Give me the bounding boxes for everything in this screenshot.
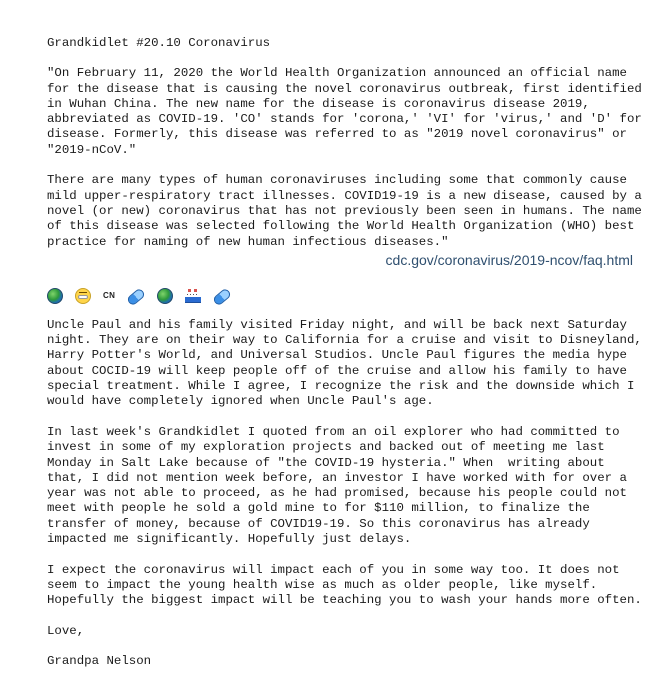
signature: Grandpa Nelson [47, 654, 152, 669]
china-flag-icon: CN [103, 291, 116, 301]
closing: Love, [47, 623, 85, 638]
source-link[interactable]: cdc.gov/coronavirus/2019-ncov/faq.html [385, 251, 633, 268]
emoji-row [47, 287, 647, 305]
cruise-ship-icon [185, 289, 201, 303]
quote-paragraph-2: There are many types of human coronaviruses including some that commonly cause mild upper-respiratory tract illnesses. COVID19-19 is a new disease, caused by a novel (or new) coronavirus that has not previously been seen in humans. The name of this disease was selected following the World Health Organization (WHO) best practice for naming of new human infectious diseases." [47, 173, 650, 249]
body-paragraph-1: Uncle Paul and his family visited Friday night, and will be back next Saturday night. They are on their way to California for a cruise and visit to Disneyland, Harry Potter's World, and Universal Studios. Uncle Paul figures the media hype about COCID-19 will keep people off of the cruise and allow his family to have special treatment. While I agree, I recognize the risk and the downside which I would have completely ignored when Uncle Paul's age. [47, 317, 650, 409]
quote-paragraph-1: "On February 11, 2020 the World Health Organization announced an official name for the disease that is causing the novel coronavirus outbreak, first identified in Wuhan China. The new name for the disease is coronavirus disease 2019, abbreviated as COVID-19. 'CO' stands for 'corona,' 'VI' for 'virus,' and 'D' for disease. Formerly, this disease was referred to as "2019 novel coronavirus" or "2019-nCoV." [47, 66, 650, 157]
pill-icon [126, 287, 146, 306]
globe-icon [47, 288, 63, 304]
mask-face-icon [75, 288, 91, 304]
pill-icon [212, 287, 232, 306]
body-paragraph-3: I expect the coronavirus will impact each of you in some way too. It does not seem to impact the young health wise as much as older people, like myself. Hopefully the biggest impact will be teaching you to wash your hands more often. [47, 562, 642, 608]
page-title: Grandkidlet #20.10 Coronavirus [47, 36, 271, 50]
body-paragraph-2: In last week's Grandkidlet I quoted from an oil explorer who had committed to invest in some of my exploration projects and backed out of meeting me last Monday in Salt Lake because of "the COVID-19 hysteria." When writing about that, I did not mention week before, an investor I have worked with for over a year was not able to proceed, as he had promised, because his people could not meet with people he sold a gold mine to for $110 million, to finalize the transfer of money, because of COVID19-19. So this coronavirus has already impacted me significantly. Hopefully just delays. [47, 424, 635, 547]
letter-document [47, 36, 650, 685]
globe-icon [157, 288, 173, 304]
